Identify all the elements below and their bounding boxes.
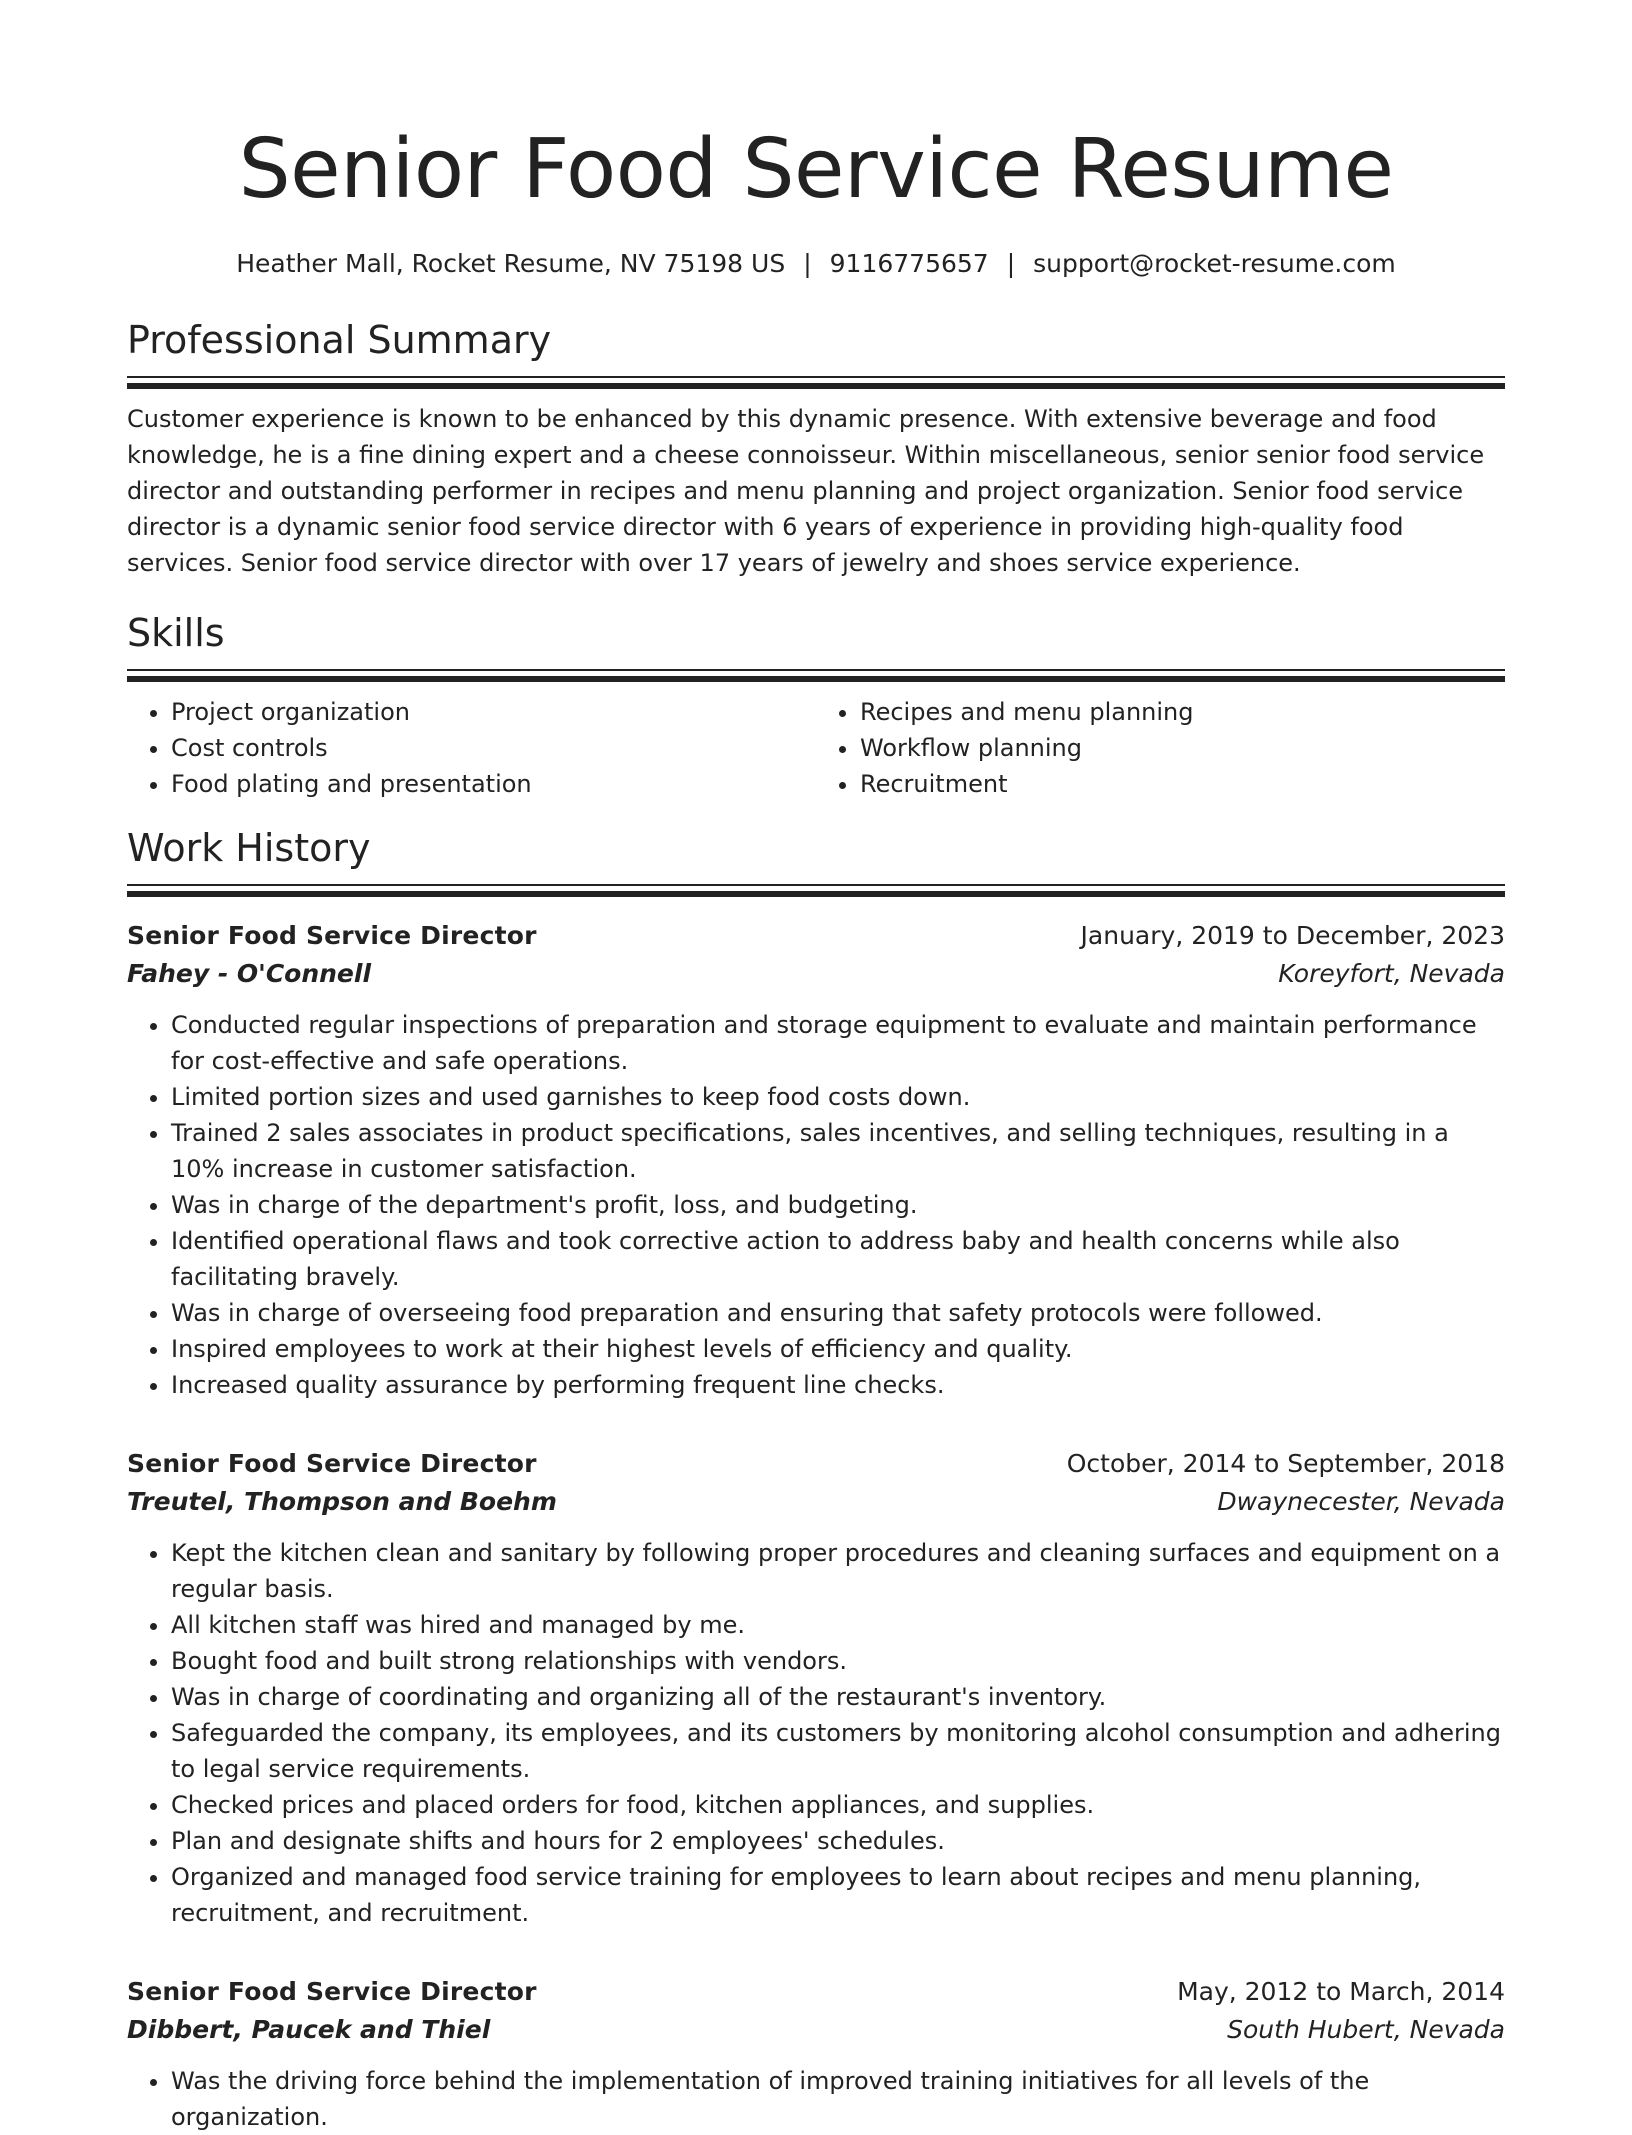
summary-text: Customer experience is known to be enhanced by this dynamic presence. With extensive beverage and food knowledge, he is a fine dining expert and a cheese connoisseur. Within miscellaneous, senior senior food service director and outstanding performer in recipes and menu planning and project organization. Senior food service director is a dynamic senior food service director with 6 years of experience in providing high-quality food services. Senior food service director with over 17 years of jewelry and shoes service experience. [127, 405, 1485, 577]
job-company: Treutel, Thompson and Boehm [127, 1487, 557, 1516]
job-bullets [127, 1007, 1505, 1403]
job-bullet: • Identified operational flaws and took corrective action to address baby and health concerns while also facilitating bravely. [171, 1223, 1505, 1295]
job-bullet: • Was the driving force behind the implementation of improved training initiatives for all levels of the organization. [171, 2063, 1505, 2135]
section-heading-summary: Professional Summary [127, 318, 552, 362]
resume-title: Senior Food Service Resume [238, 122, 1394, 217]
job-location: Koreyfort, Nevada [1278, 959, 1505, 988]
job-company: Dibbert, Paucek and Thiel [127, 2015, 491, 2044]
job-entry [127, 917, 1505, 1403]
job-bullet: • Inspired employees to work at their highest levels of efficiency and quality. [171, 1331, 1505, 1367]
skill-item: • Recruitment [860, 766, 1505, 802]
job-title: Senior Food Service Director [127, 921, 537, 950]
job-company: Fahey - O'Connell [127, 959, 372, 988]
skill-item: • Food plating and presentation [171, 766, 816, 802]
job-bullet: • Organized and managed food service training for employees to learn about recipes and menu planning, recruitment, and recruitment. [171, 1859, 1505, 1931]
job-entry [127, 1973, 1505, 2135]
job-bullet: • Kept the kitchen clean and sanitary by following proper procedures and cleaning surfaces and equipment on a regular basis. [171, 1535, 1505, 1607]
job-bullet: • Increased quality assurance by performing frequent line checks. [171, 1367, 1505, 1403]
section-heading-work: Work History [127, 826, 371, 870]
section-divider [127, 669, 1505, 682]
job-header-row [127, 1973, 1505, 2011]
job-bullet: • Checked prices and placed orders for food, kitchen appliances, and supplies. [171, 1787, 1505, 1823]
job-bullet: • Limited portion sizes and used garnishes to keep food costs down. [171, 1079, 1505, 1115]
job-header-row [127, 917, 1505, 955]
contact-separator: | [1006, 249, 1016, 278]
job-bullet: • Conducted regular inspections of preparation and storage equipment to evaluate and maintain performance for cost-effective and safe operations. [171, 1007, 1505, 1079]
job-bullet: • Was in charge of coordinating and organizing all of the restaurant's inventory. [171, 1679, 1505, 1715]
skill-item: • Workflow planning [860, 730, 1505, 766]
job-bullet: • All kitchen staff was hired and managed by me. [171, 1607, 1505, 1643]
section-divider [127, 884, 1505, 897]
contact-phone: 9116775657 [829, 249, 989, 278]
job-dates: October, 2014 to September, 2018 [1066, 1449, 1505, 1478]
job-bullet: • Bought food and built strong relationships with vendors. [171, 1643, 1505, 1679]
work-history-section [127, 824, 1505, 2135]
skill-item: • Cost controls [171, 730, 816, 766]
job-dates: January, 2019 to December, 2023 [1080, 921, 1505, 950]
contact-email: support@rocket-resume.com [1033, 249, 1396, 278]
job-bullet: • Safeguarded the company, its employees, and its customers by monitoring alcohol consumption and adhering to legal service requirements. [171, 1715, 1505, 1787]
job-entry [127, 1445, 1505, 1931]
job-bullet: • Was in charge of overseeing food preparation and ensuring that safety protocols were followed. [171, 1295, 1505, 1331]
skills-column-right [816, 694, 1505, 802]
skill-item: • Project organization [171, 694, 816, 730]
job-dates: May, 2012 to March, 2014 [1177, 1977, 1505, 2006]
job-location: Dwaynecester, Nevada [1217, 1487, 1505, 1516]
professional-summary-section [127, 316, 1505, 581]
job-company-row [127, 2011, 1505, 2049]
skills-column-left [127, 694, 816, 802]
skill-item: • Recipes and menu planning [860, 694, 1505, 730]
job-company-row [127, 955, 1505, 993]
contact-address: Heather Mall, Rocket Resume, NV 75198 US [236, 249, 786, 278]
contact-separator: | [803, 249, 812, 278]
section-divider [127, 376, 1505, 389]
skills-grid [127, 694, 1505, 802]
job-title: Senior Food Service Director [127, 1449, 537, 1478]
job-bullet: • Trained 2 sales associates in product specifications, sales incentives, and selling techniques, resulting in a 10% increase in customer satisfaction. [171, 1115, 1505, 1187]
job-location: South Hubert, Nevada [1227, 2015, 1505, 2044]
contact-line [127, 248, 1505, 280]
skills-section [127, 609, 1505, 802]
job-company-row [127, 1483, 1505, 1521]
job-title: Senior Food Service Director [127, 1977, 537, 2006]
job-bullets [127, 1535, 1505, 1931]
job-header-row [127, 1445, 1505, 1483]
job-bullet: • Plan and designate shifts and hours for 2 employees' schedules. [171, 1823, 1505, 1859]
job-bullets [127, 2063, 1505, 2135]
section-heading-skills: Skills [127, 611, 225, 655]
job-bullet: • Was in charge of the department's profit, loss, and budgeting. [171, 1187, 1505, 1223]
